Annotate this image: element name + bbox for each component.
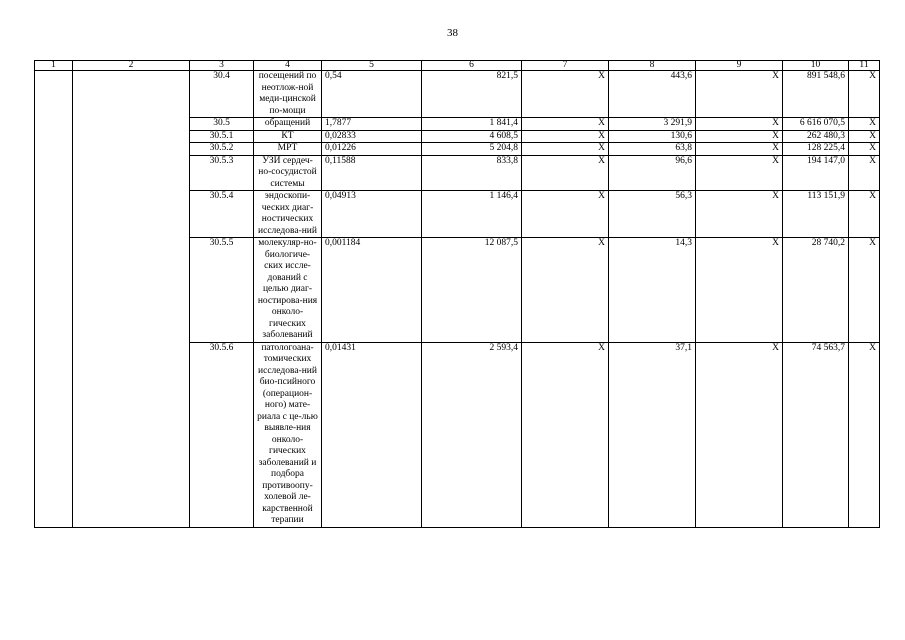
col-header-4: 4 [254, 61, 322, 71]
row-col8: 130,6 [609, 130, 696, 143]
row-col6: 1 841,4 [422, 118, 522, 131]
col-header-7: 7 [522, 61, 609, 71]
row-col11: X [849, 191, 880, 238]
row-col5: 0,02833 [322, 130, 422, 143]
row-col8: 3 291,9 [609, 118, 696, 131]
row-col5: 0,01226 [322, 143, 422, 156]
row-code: 30.5.3 [190, 155, 254, 191]
row-col5: 0,01431 [322, 342, 422, 527]
row-col10: 891 548,6 [783, 71, 849, 118]
row-col9: X [696, 71, 783, 118]
row-col6: 2 593,4 [422, 342, 522, 527]
row-col7: X [522, 118, 609, 131]
row-col11: X [849, 118, 880, 131]
row-name: посещений по неотлож-ной меди-цинской по-мощи [254, 71, 322, 118]
row-col5: 0,11588 [322, 155, 422, 191]
col-header-11: 11 [849, 61, 880, 71]
row-col9: X [696, 130, 783, 143]
row-name: эндоскопи-ческих диаг-ностических исследова-ний [254, 191, 322, 238]
row-col11: X [849, 238, 880, 343]
col-header-9: 9 [696, 61, 783, 71]
row-col10: 262 480,3 [783, 130, 849, 143]
row-col6: 4 608,5 [422, 130, 522, 143]
page-number: 38 [447, 27, 458, 39]
row-col8: 56,3 [609, 191, 696, 238]
row-col7: X [522, 71, 609, 118]
row-col11: X [849, 342, 880, 527]
row-code: 30.5.2 [190, 143, 254, 156]
row-col7: X [522, 155, 609, 191]
row-col11: X [849, 155, 880, 191]
col-header-6: 6 [422, 61, 522, 71]
row-col6: 821,5 [422, 71, 522, 118]
col-header-5: 5 [322, 61, 422, 71]
row-code: 30.5 [190, 118, 254, 131]
row-code: 30.4 [190, 71, 254, 118]
row-col7: X [522, 191, 609, 238]
data-table [34, 60, 880, 528]
col-header-3: 3 [190, 61, 254, 71]
row-col10: 28 740,2 [783, 238, 849, 343]
row-col8: 443,6 [609, 71, 696, 118]
row-col11: X [849, 143, 880, 156]
row-name: МРТ [254, 143, 322, 156]
cell-col1-empty [35, 71, 73, 528]
row-col6: 12 087,5 [422, 238, 522, 343]
row-name: молекуляр-но-биологиче-ских иссле-дований с целью диаг-ностирова-ния онколо-гических заболеваний [254, 238, 322, 343]
col-header-2: 2 [73, 61, 190, 71]
row-code: 30.5.4 [190, 191, 254, 238]
row-col9: X [696, 143, 783, 156]
table-row [35, 71, 880, 118]
row-col7: X [522, 143, 609, 156]
row-col6: 5 204,8 [422, 143, 522, 156]
row-col8: 63,8 [609, 143, 696, 156]
row-code: 30.5.1 [190, 130, 254, 143]
row-col10: 128 225,4 [783, 143, 849, 156]
row-col9: X [696, 191, 783, 238]
row-name: КТ [254, 130, 322, 143]
row-col9: X [696, 342, 783, 527]
row-col11: X [849, 130, 880, 143]
row-col7: X [522, 342, 609, 527]
row-col8: 96,6 [609, 155, 696, 191]
row-col6: 1 146,4 [422, 191, 522, 238]
row-col5: 0,54 [322, 71, 422, 118]
row-col10: 113 151,9 [783, 191, 849, 238]
row-col10: 74 563,7 [783, 342, 849, 527]
row-code: 30.5.5 [190, 238, 254, 343]
row-col9: X [696, 118, 783, 131]
row-col9: X [696, 238, 783, 343]
row-col7: X [522, 130, 609, 143]
header-row [35, 61, 880, 71]
row-name: обращений [254, 118, 322, 131]
row-name: патологоана-томических исследова-ний био-псийного (операцион-ного) мате-риала с це-лью выявле-ния онколо-гических заболеваний и подбора противоопу-холевой ле-карственной терапии [254, 342, 322, 527]
col-header-8: 8 [609, 61, 696, 71]
col-header-10: 10 [783, 61, 849, 71]
row-name: УЗИ сердеч-но-сосудистой системы [254, 155, 322, 191]
row-col11: X [849, 71, 880, 118]
row-col7: X [522, 238, 609, 343]
row-col9: X [696, 155, 783, 191]
row-col5: 0,04913 [322, 191, 422, 238]
row-col5: 1,7877 [322, 118, 422, 131]
row-code: 30.5.6 [190, 342, 254, 527]
row-col10: 194 147,0 [783, 155, 849, 191]
row-col5: 0,001184 [322, 238, 422, 343]
cell-col2-empty [73, 71, 190, 528]
row-col8: 37,1 [609, 342, 696, 527]
row-col10: 6 616 070,5 [783, 118, 849, 131]
row-col6: 833,8 [422, 155, 522, 191]
row-col8: 14,3 [609, 238, 696, 343]
col-header-1: 1 [35, 61, 73, 71]
